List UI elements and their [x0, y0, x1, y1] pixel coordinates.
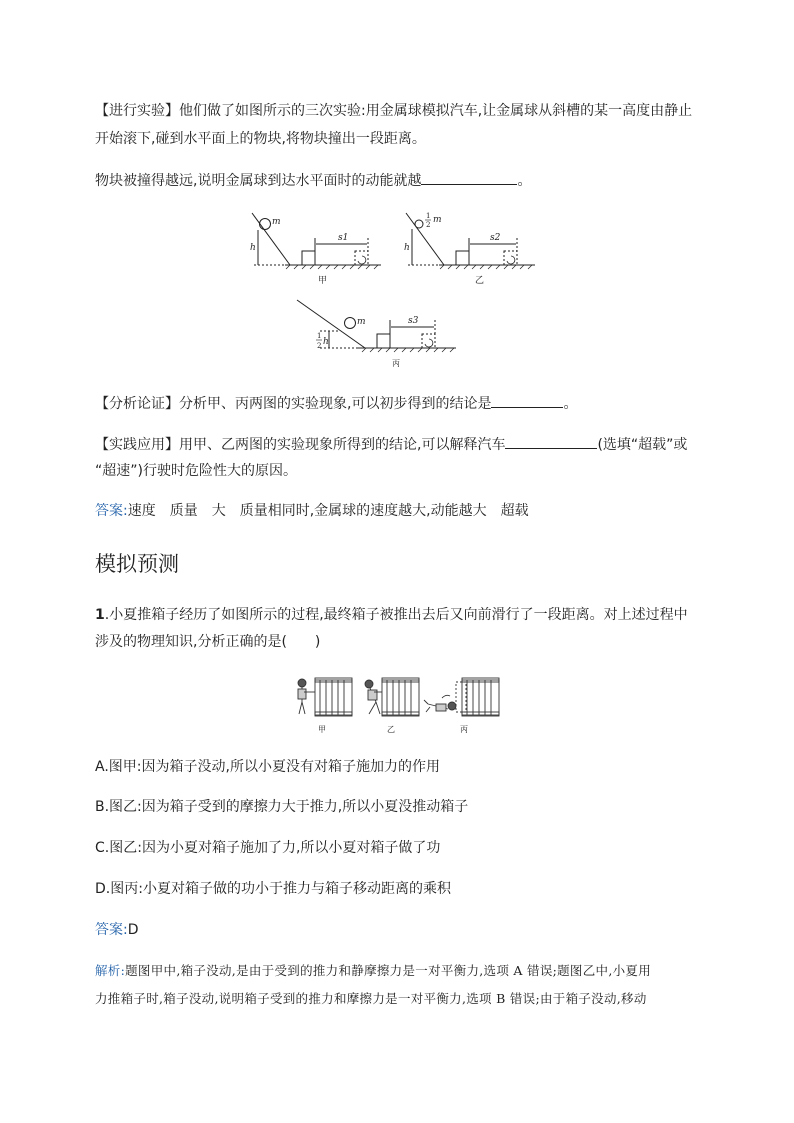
figure-box-yi	[365, 678, 419, 734]
answer-1	[95, 501, 529, 521]
box-bing-label: 丙	[460, 725, 468, 734]
analysis-end: 。	[563, 396, 578, 412]
jia-distance-label: s1	[338, 233, 349, 243]
answer-colon: :	[123, 503, 128, 519]
analysis-question	[95, 393, 577, 414]
explanation-line-2: 力推箱子时,箱子没动,说明箱子受到的推力和摩擦力是一对平衡力,选项 B 错误;由于箱子没动,移动	[95, 991, 647, 1006]
bing-distance-label: s3	[408, 316, 419, 326]
answer-2-text: D	[127, 922, 139, 938]
analysis-text: 【分析论证】分析甲、丙两图的实验现象,可以初步得到的结论是	[95, 396, 492, 412]
figure-jia	[250, 213, 381, 286]
question-1-line-1	[95, 605, 688, 625]
yi-label: 乙	[475, 276, 485, 286]
yi-distance-label: s2	[490, 233, 501, 243]
experiment-question-end: 。	[517, 173, 532, 189]
answer-label: 答案	[95, 503, 123, 519]
answer-2-label: 答案	[95, 922, 123, 938]
pushing-box-figure	[290, 674, 505, 736]
yi-mass-label: m	[433, 215, 442, 225]
explanation-line-1	[95, 961, 651, 981]
section-title: 模拟预测	[95, 552, 179, 576]
option-b[interactable]: B.图乙:因为箱子受到的摩擦力大于推力,所以小夏没推动箱子	[95, 799, 469, 815]
bing-height-denominator: 2	[317, 342, 322, 350]
explanation-colon: :	[120, 963, 126, 978]
answer-2	[95, 920, 139, 940]
bing-mass-label: m	[357, 317, 366, 327]
experiment-line-1: 【进行实验】他们做了如图所示的三次实验:用金属球模拟汽车,让金属球从斜槽的某一高度由静止	[95, 103, 693, 119]
explanation-text-1: 题图甲中,箱子没动,是由于受到的推力和静摩擦力是一对平衡力,选项 A 错误;题图乙中,小夏用	[125, 963, 652, 978]
experiment-question	[95, 170, 531, 191]
ramp-experiment-figure	[240, 208, 560, 378]
explanation-label: 解析	[95, 963, 121, 978]
jia-height-label: h	[250, 243, 256, 253]
figure-yi	[404, 212, 535, 286]
option-c[interactable]: C.图乙:因为小夏对箱子施加了力,所以小夏对箱子做了功	[95, 840, 441, 856]
question-1-line-2: 涉及的物理知识,分析正确的是( )	[95, 634, 321, 650]
question-number: 1	[95, 607, 105, 623]
practice-options: (选填“超载”或	[597, 437, 688, 453]
jia-mass-label: m	[272, 217, 281, 227]
box-jia-label: 甲	[318, 725, 326, 734]
experiment-question-text: 物块被撞得越远,说明金属球到达水平面时的动能就越	[95, 173, 422, 189]
yi-mass-denominator: 2	[426, 221, 431, 229]
practice-text: 【实践应用】用甲、乙两图的实验现象所得到的结论,可以解释汽车	[95, 437, 506, 453]
option-a[interactable]: A.图甲:因为箱子没动,所以小夏没有对箱子施加力的作用	[95, 759, 440, 775]
figure-bing	[297, 300, 456, 368]
option-d[interactable]: D.图丙:小夏对箱子做的功小于推力与箱子移动距离的乘积	[95, 881, 451, 897]
answer-blank-1[interactable]	[421, 170, 517, 185]
bing-label: 丙	[392, 359, 400, 368]
answer-2-colon: :	[123, 922, 128, 938]
yi-mass-numerator: 1	[426, 212, 431, 220]
bing-height-label: h	[323, 337, 329, 347]
practice-question	[95, 434, 687, 455]
figure-box-bing	[424, 678, 499, 734]
yi-height-label: h	[404, 243, 410, 253]
answer-blank-2[interactable]	[491, 393, 563, 408]
figure-box-jia	[298, 678, 352, 734]
answer-blank-3[interactable]	[505, 434, 597, 449]
answer-text: 速度 质量 大 质量相同时,金属球的速度越大,动能越大 超载	[127, 503, 529, 519]
box-yi-label: 乙	[387, 725, 395, 734]
bing-height-numerator: 1	[317, 332, 322, 340]
question-1-text: .小夏推箱子经历了如图所示的过程,最终箱子被推出去后又向前滑行了一段距离。对上述过程中	[104, 607, 688, 623]
jia-label: 甲	[318, 276, 328, 286]
experiment-line-2: 开始滚下,碰到水平面上的物块,将物块撞出一段距离。	[95, 131, 426, 147]
practice-line-2: “超速”)行驶时危险性大的原因。	[95, 463, 297, 479]
